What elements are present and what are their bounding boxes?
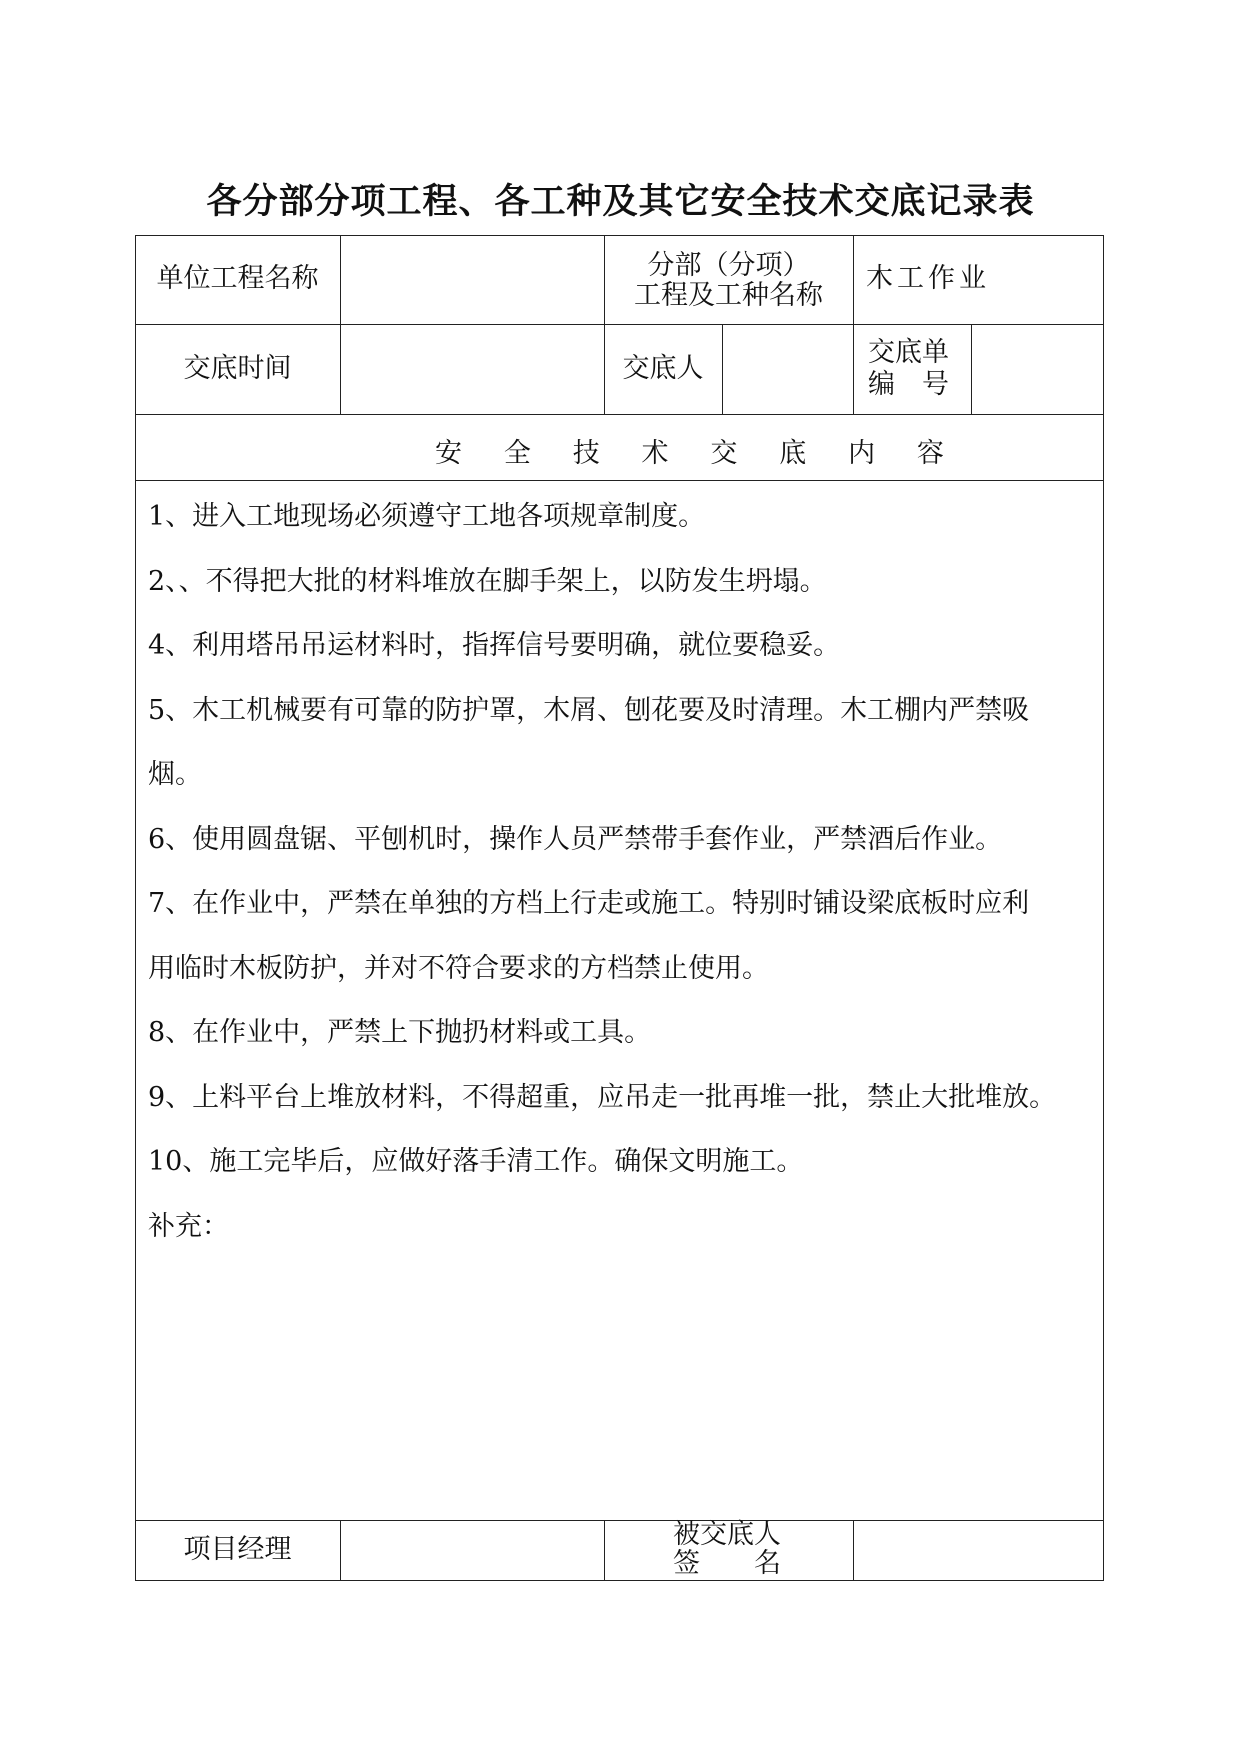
content-heading-char: 术: [641, 438, 669, 469]
content-line: 10、施工完毕后，应做好落手清工作。确保文明施工。: [148, 1146, 804, 1177]
handover-time-label: 交底时间: [183, 353, 292, 384]
content-line: 7、在作业中，严禁在单独的方档上行走或施工。特别时铺设梁底板时应利: [148, 888, 1030, 919]
row-divider: [135, 324, 1104, 325]
content-line: 2、、不得把大批的材料堆放在脚手架上，以防发生坍塌。: [148, 565, 827, 597]
column-divider: [853, 1520, 854, 1580]
content-heading-char: 内: [848, 438, 876, 469]
unit-project-label: 单位工程名称: [156, 263, 319, 294]
handover-number-label-line2: 编 号: [868, 369, 949, 400]
safety-content: [148, 485, 1098, 1259]
content-heading-char: 底: [779, 438, 807, 469]
supplement-label: 补充：: [148, 1210, 229, 1242]
content-heading-char: 技: [572, 438, 600, 469]
content-line: 8、在作业中，严禁上下抛扔材料或工具。: [148, 1017, 652, 1048]
content-heading-char: 安: [435, 438, 462, 469]
column-divider: [604, 1520, 605, 1580]
column-divider: [853, 235, 854, 415]
table-border-bottom: [135, 1580, 1104, 1581]
content-line: 6、使用圆盘锯、平刨机时，操作人员严禁带手套作业，严禁酒后作业。: [148, 823, 1003, 855]
content-line: 用临时木板防护，并对不符合要求的方档禁止使用。: [148, 952, 769, 984]
content-heading-char: 交: [710, 438, 738, 469]
column-divider: [971, 324, 972, 414]
recipient-label-line1: 被交底人: [673, 1519, 781, 1550]
project-manager-label: 项目经理: [183, 1534, 292, 1565]
content-line: 烟。: [148, 759, 202, 790]
content-heading-char: 容: [916, 438, 944, 469]
division-label-line2: 工程及工种名称: [634, 280, 823, 311]
column-divider: [722, 324, 723, 414]
table-border-top: [135, 235, 1104, 236]
recipient-label-line2: 签 名: [673, 1548, 781, 1579]
content-line: 9、上料平台上堆放材料，不得超重，应吊走一批再堆一批，禁止大批堆放。: [148, 1081, 1057, 1113]
row-divider: [135, 414, 1104, 415]
content-heading-char: 全: [503, 438, 531, 469]
division-label-line1: 分部（分项）: [647, 250, 810, 281]
content-line: 1、进入工地现场必须遵守工地各项规章制度。: [148, 501, 706, 532]
column-divider: [340, 1520, 341, 1580]
content-line: 5、木工机械要有可靠的防护罩，木屑、刨花要及时清理。木工棚内严禁吸: [148, 694, 1030, 726]
handover-number-label-line1: 交底单: [868, 337, 949, 368]
content-line: 4、利用塔吊吊运材料时，指挥信号要明确，就位要稳妥。: [148, 630, 841, 661]
division-value[interactable]: 木工作业: [866, 263, 990, 294]
handover-person-label: 交底人: [622, 353, 704, 384]
column-divider: [340, 235, 341, 415]
content-heading: [135, 418, 1104, 483]
page-title: 各分部分项工程、各工种及其它安全技术交底记录表: [206, 182, 1035, 222]
row-divider: [135, 1520, 1104, 1521]
